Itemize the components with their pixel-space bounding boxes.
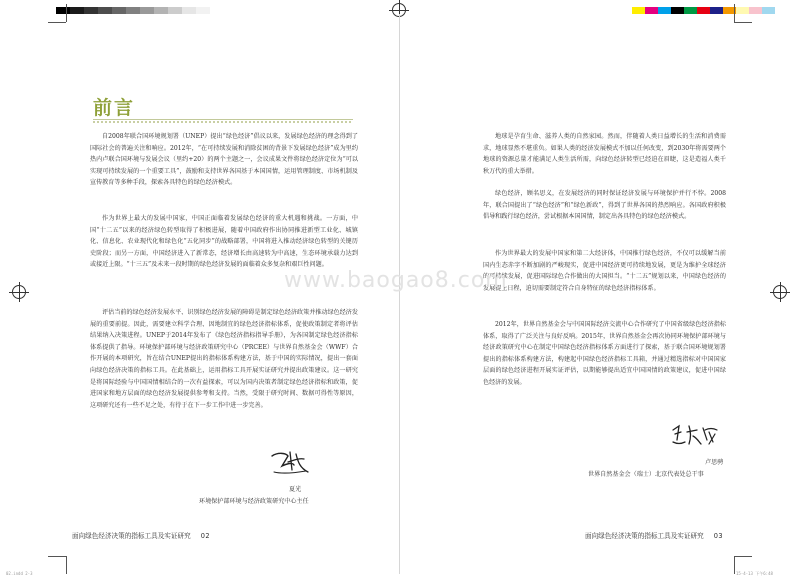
page-number: 02	[200, 532, 211, 540]
watermark-text: www.baogao8.com	[284, 268, 508, 293]
footer-title: 面向绿色经济决策的指标工具及实证研究	[585, 532, 704, 540]
left-paragraph-1: 自2008年联合国环境规划署（UNEP）提出“绿色经济”倡议以来，发展绿色经济的理念得到了国际社会的普遍关注和响应。2012年，“在可持续发展和消除贫困的背景下发展绿色经济”成为里约热内卢联合国环境与发展会议（里约+20）的两个主题之一，会议成果文件将绿色经济定位为“可以实现可持续发展的一个重要工具”，鼓励和支持世界各国基于本国国情，运用管理制度、市场机制及宣传教育等多种手段，探索各具特色的绿色经济模式。	[90, 133, 358, 187]
page-footer	[585, 530, 723, 540]
signatory-title: 环境保护部环境与经济政策研究中心主任	[199, 498, 309, 505]
signatory-title: 世界自然基金会（瑞士）北京代表处总干事	[588, 471, 704, 478]
print-slug-right: 15-4-13 下午6:48	[736, 571, 773, 576]
left-paragraph-3: 评估当前的绿色经济发展水平、识别绿色经济发展的障碍是制定绿色经济政策并推动绿色经济发展的重要前提。因此，需要建立科学合理、因地制宜的绿色经济指标体系，促使政策制定者将评估结果纳入决策进程。UNEP于2014年发布了《绿色经济指标指导手册》，为各国制定绿色经济指标体系提供了指导。环境保护部环境与经济政策研究中心（PRCEE）与世界自然基金会（WWF）合作开展的本项研究，旨在结合UNEP提出的指标体系构建方法，基于中国的实际情况，提出一套面向绿色经济决策的指标工具。在此基础上，运用指标工具开展实证研究并提出政策建议。这一研究是将国际经验与中国国情相结合的一次有益探索，可以为国内决策者制定绿色经济指标和政策，促进国家和地方层面的绿色经济发展提供参考和支持。当然，受限于研究时间、数据可得性等原因，这项研究还有一些不足之处，有待于在下一步工作中进一步完善。	[90, 309, 358, 409]
right-paragraph-1: 地球是孕育生命、滋养人类的自然家园。然而，伴随着人类日益增长的生活和消费需求，地球显然不堪重负。如果人类的经济发展模式不加以任何改变，到2030年将需要两个地球的资源总量才能满足人类生活所需，向绿色经济转型已经迫在眉睫，这是造福人类千秋万代的重大举措。	[483, 133, 726, 175]
title-underline	[93, 119, 353, 120]
signature-lu-sicheng	[669, 420, 721, 448]
signatory-name: 夏光	[289, 486, 302, 493]
signatory-name: 卢思骋	[705, 459, 724, 466]
signature-xia-guang	[268, 448, 312, 478]
left-paragraph-2: 作为世界上最大的发展中国家，中国正面临着发展绿色经济的重大机遇和挑战。一方面，中国“十二五”以来的经济绿色转型取得了积极进展，随着中国政府作出协同推进新型工业化、城镇化、信息化、农业现代化和绿色化“五化同步”的战略部署，中国将进入推动经济绿色转型的关键历史阶段；而另一方面，中国经济进入了新常态，经济增长由高速转为中高速，生态环境承载力达到或接近上限。“十三五”及未来一段时期的绿色经济发展的面临着众多复杂和艰巨性问题。	[90, 215, 358, 269]
right-paragraph-2: 绿色经济，顾名思义，在发展经济的同时保证经济发展与环境保护并行不悖。2008年，联合国提出了“绿色经济”和“绿色新政”，得到了世界各国的热烈响应。各国政府积极倡导和践行绿色经济，尝试根据本国国情，制定出各具特色的绿色经济模式。	[483, 190, 726, 221]
right-paragraph-4: 2012年，世界自然基金会与中国国际经济交流中心合作研究了中国省级绿色经济指标体系，取得了广泛关注与良好反响。2015年，世界自然基金会再次协同环境保护部环境与经济政策研究中心在制定中国绿色经济指标体系方面进行了探索，基于联合国环境规划署提出的指标体系构建方法，构建起中国绿色经济指标工具箱，并通过精选指标对中国国家层面的绿色经济进程开展实证评估，以期能够提出适宜中国国情的政策建议，促进中国绿色经济的发展。	[483, 321, 726, 386]
footer-title: 面向绿色经济决策的指标工具及实证研究	[72, 532, 191, 540]
title-dotted-rule	[93, 121, 353, 123]
page-title: 前言	[93, 97, 136, 119]
print-slug-left: 02.indd 2-3	[6, 571, 33, 576]
page-number: 03	[713, 532, 724, 540]
right-paragraph-3: 作为世界最大的发展中国家和第二大经济体，中国推行绿色经济，不仅可以缓解当前国内生态赤字不断加剧的严峻现实，促进中国经济更可持续地发展，更是为维护全球经济的可持续发展，促进国际绿色合作做出的大国担当。“十二五”规划以来，中国绿色经济的发展提上日程，迫切需要制定符合自身特征的绿色经济指标体系。	[483, 250, 726, 292]
page-footer	[72, 530, 210, 540]
